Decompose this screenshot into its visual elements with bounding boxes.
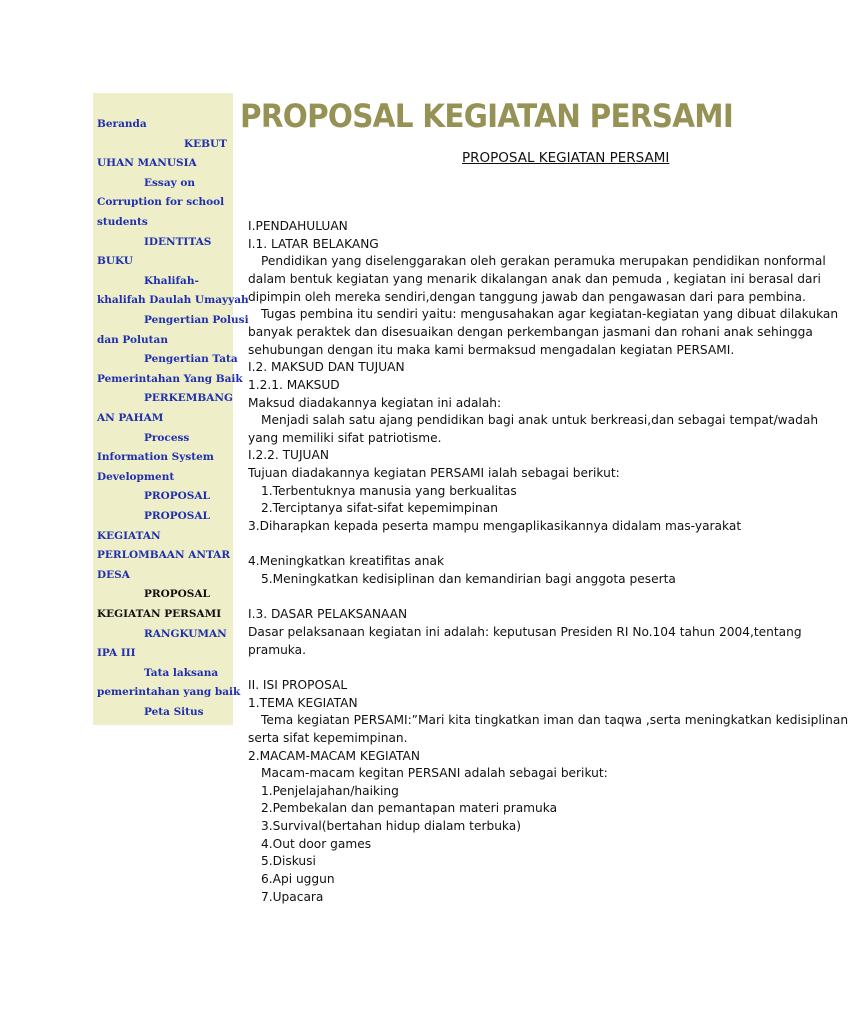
document-line: 3.Survival(bertahan hidup dialam terbuka) [261, 819, 521, 834]
sidebar-item-label: Peta Situs [144, 706, 204, 718]
sidebar-item-label: IPA III [97, 647, 136, 660]
document-line: yang memiliki sifat patriotisme. [248, 430, 442, 445]
sidebar-item-4[interactable] [97, 272, 249, 311]
sidebar-item-label: KEBUT [184, 137, 227, 150]
sidebar-item-11[interactable] [97, 585, 231, 624]
sidebar-item-label: Essay on [144, 176, 196, 189]
sidebar-item-label: PERLOMBAAN ANTAR [97, 549, 231, 561]
sidebar-item-7[interactable] [97, 389, 231, 428]
sidebar-item-label: Pemerintahan Yang Baik [97, 372, 243, 385]
sidebar-item-6[interactable] [97, 350, 243, 389]
document-line: Tujuan diadakannya kegiatan PERSAMI ialah sebagai berikut: [248, 466, 620, 481]
sidebar-item-label: Information System [97, 451, 214, 464]
document-line: 4.Meningkatkan kreatifitas anak [248, 554, 445, 569]
sidebar-item-label: KEGIATAN [97, 529, 161, 542]
site-title: PROPOSAL KEGIATAN PERSAMI [240, 97, 734, 135]
sidebar-item-9[interactable] [97, 487, 231, 507]
sidebar-item-label: Tata laksana [144, 666, 219, 679]
sidebar-item-label: UHAN MANUSIA [97, 157, 197, 170]
sidebar-item-label: Corruption for school [97, 196, 225, 209]
sidebar-item-label: PROPOSAL [144, 588, 210, 601]
document-line: I.3. DASAR PELAKSANAAN [248, 607, 408, 622]
document-line: 1.Terbentuknya manusia yang berkualitas [261, 483, 517, 498]
document-line: 6.Api uggun [261, 872, 335, 887]
sidebar-item-label: students [97, 215, 148, 228]
sidebar-item-13[interactable] [97, 664, 241, 703]
sidebar-item-label: Development [97, 470, 175, 483]
document-line: sehubungan dengan itu maka kami bermaksud mengadalan kegiatan PERSAMI. [248, 342, 735, 357]
document-line: I.2. MAKSUD DAN TUJUAN [248, 360, 405, 375]
document-line: II. ISI PROPOSAL [248, 677, 348, 692]
sidebar-item-label: IDENTITAS [144, 235, 212, 248]
sidebar-item-label: DESA [97, 568, 130, 581]
document-line: pramuka. [248, 642, 306, 657]
document-line: I.1. LATAR BELAKANG [248, 236, 379, 251]
document-line: 5.Meningkatkan kedisiplinan dan kemandirian bagi anggota peserta [261, 572, 676, 586]
sidebar-item-label: RANGKUMAN [144, 627, 227, 640]
sidebar-item-label: Pengertian Polusi [144, 314, 249, 326]
sidebar-item-label: Khalifah- [144, 274, 199, 287]
document-line: dipimpin oleh mereka sendiri,dengan tanggung jawab dan pengawasan dari para pembina. [248, 289, 806, 304]
document-line: 5.Diskusi [261, 854, 316, 869]
sidebar-item-label: Pengertian Tata [144, 353, 238, 366]
document-line: Macam-macam kegitan PERSANI adalah sebagai berikut: [261, 766, 608, 781]
sidebar-item-14[interactable] [97, 703, 231, 723]
document-line: Maksud diadakannya kegiatan ini adalah: [248, 395, 502, 410]
document-line: serta sifat kepemimpinan. [248, 730, 408, 745]
document-line: 1.2.1. MAKSUD [248, 377, 340, 392]
document-line: I.PENDAHULUAN [248, 219, 348, 233]
document-line: 1.TEMA KEGIATAN [248, 695, 358, 710]
document-line: Tugas pembina itu sendiri yaitu: mengusahakan agar kegiatan-kegiatan yang dibuat dilakukan [261, 307, 839, 322]
sidebar-item-10[interactable] [97, 507, 231, 585]
document-line: Pendidikan yang diselenggarakan oleh gerakan peramuka merupakan pendidikan nonformal [261, 254, 826, 269]
sidebar-item-3[interactable] [97, 233, 231, 272]
sidebar-item-label: PROPOSAL [144, 510, 210, 522]
sidebar-item-label: KEGIATAN PERSAMI [97, 607, 222, 620]
sidebar-item-label: Process [144, 431, 190, 444]
document-heading: PROPOSAL KEGIATAN PERSAMI [462, 150, 670, 166]
document-line: 2.MACAM-MACAM KEGIATAN [248, 748, 420, 763]
sidebar-item-1[interactable] [97, 135, 231, 174]
sidebar-item-label: AN PAHAM [97, 411, 164, 424]
sidebar-item-label: dan Polutan [97, 333, 168, 346]
document-line: Menjadi salah satu ajang pendidikan bagi anak untuk berkreasi,dan sebagai tempat/wadah [261, 413, 819, 428]
document-line: dalam bentuk kegiatan yang menarik dikalangan anak dan pemuda , kegiatan ini berasal dari [248, 271, 821, 286]
sidebar-item-label: Beranda [97, 118, 147, 130]
document-body [248, 0, 848, 1024]
document-line: Tema kegiatan PERSAMI:”Mari kita tingkatkan iman dan taqwa ,serta meningkatkan kedisiplinan [261, 713, 848, 728]
sidebar-item-label: khalifah Daulah Umayyah [97, 294, 249, 307]
sidebar-item-12[interactable] [97, 625, 231, 664]
document-line: 1.Penjelajahan/haiking [261, 783, 399, 798]
document-line: 7.Upacara [261, 889, 324, 904]
sidebar-item-label: BUKU [97, 255, 133, 268]
document-line: I.2.2. TUJUAN [248, 448, 329, 463]
sidebar-item-label: PERKEMBANG [144, 392, 233, 405]
sidebar-item-label: PROPOSAL [144, 490, 210, 503]
sidebar-item-label: pemerintahan yang baik [97, 686, 241, 699]
sidebar-item-2[interactable] [97, 174, 231, 233]
document-line: 4.Out door games [261, 836, 372, 851]
document-line: Dasar pelaksanaan kegiatan ini adalah: keputusan Presiden RI No.104 tahun 2004,tentang [248, 624, 802, 639]
document-line: 3.Diharapkan kepada peserta mampu mengaplikasikannya didalam mas-yarakat [248, 519, 742, 534]
document-line: 2.Terciptanya sifat-sifat kepemimpinan [261, 501, 498, 516]
sidebar-item-5[interactable] [97, 311, 249, 350]
sidebar-item-0[interactable] [97, 115, 231, 135]
document-line: 2.Pembekalan dan pemantapan materi pramuka [261, 801, 558, 816]
document-line: banyak peraktek dan disesuaikan dengan perkembangan jasmani dan rohani anak sehingga [248, 324, 813, 339]
sidebar-nav [93, 93, 249, 725]
sidebar-item-8[interactable] [97, 429, 231, 488]
